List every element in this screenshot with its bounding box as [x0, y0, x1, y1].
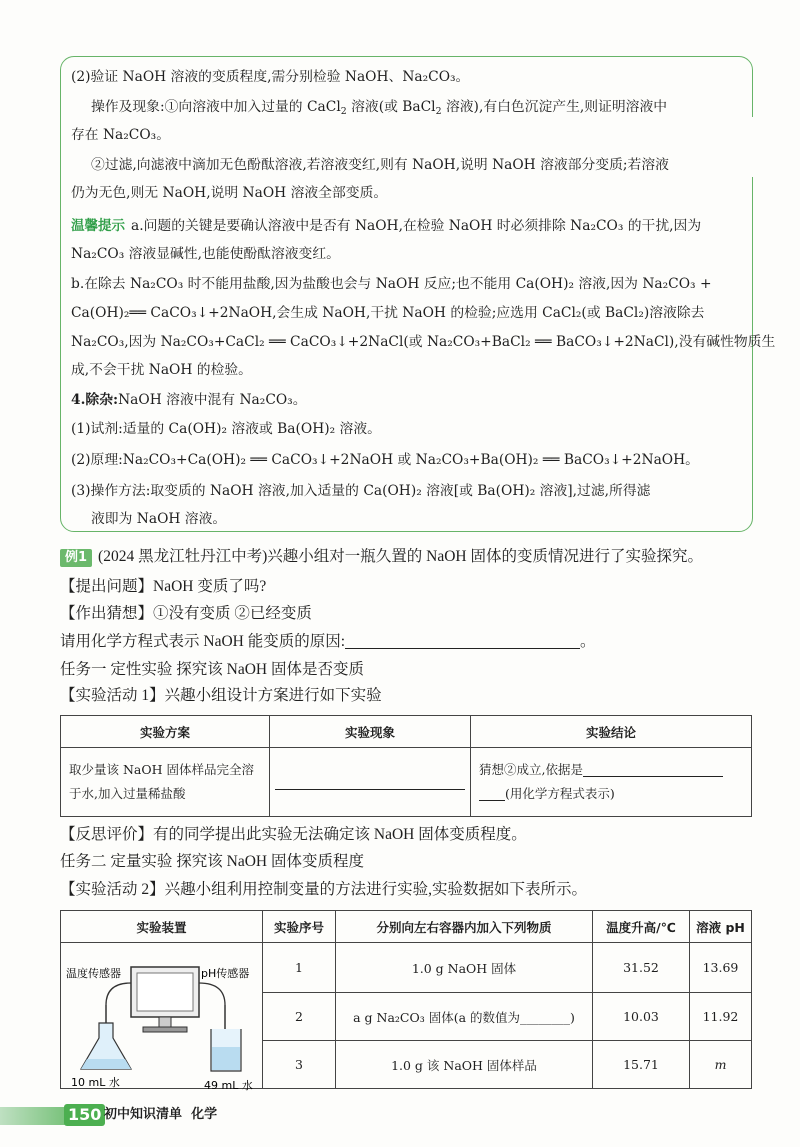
temp-sensor-label: 温度传感器 — [66, 967, 121, 980]
reflection-line: 【反思评价】有的同学提出此实验无法确定该 NaOH 固体变质程度。 — [60, 826, 527, 843]
tip-line-2: Na₂CO₃ 溶液显碱性,也能使酚酞溶液变红。 — [71, 246, 340, 262]
basis-blank[interactable] — [583, 776, 723, 777]
section-4-principle: (2)原理:Na₂CO₃+Ca(OH)₂ ══ CaCO₃↓+2NaOH 或 Na₂CO₃+Ba(OH)₂ ══ BaCO₃↓+2NaOH。 — [71, 452, 699, 468]
row1-no: 1 — [263, 943, 336, 993]
apparatus-cell — [61, 943, 263, 1089]
hypothesis-line: 【作出猜想】①没有变质 ②已经变质 — [60, 605, 312, 622]
apparatus-diagram — [61, 943, 262, 1091]
row1-ph: 13.69 — [690, 943, 752, 993]
flask-water — [81, 1059, 131, 1069]
question-line: 【提出问题】NaOH 变质了吗? — [60, 578, 267, 595]
section-4-method-2: 液即为 NaOH 溶液。 — [91, 511, 227, 527]
basis-blank-cont[interactable] — [479, 800, 505, 801]
table1-header-scheme: 实验方案 — [61, 716, 270, 748]
row2-ph: 11.92 — [690, 993, 752, 1041]
monitor-base — [143, 1027, 187, 1032]
page-number: 150 — [64, 1104, 105, 1126]
page-footer — [0, 1101, 800, 1129]
table1-header-phenomenon: 实验现象 — [270, 716, 471, 748]
activity-1-title: 【实验活动 1】兴趣小组设计方案进行如下实验 — [60, 687, 382, 704]
section-4-method-1: (3)操作方法:取变质的 NaOH 溶液,加入适量的 Ca(OH)₂ 溶液[或 Ba(OH)₂ 溶液],过滤,所得滤 — [71, 483, 651, 499]
example-label: 例1 — [60, 549, 92, 567]
row3-ph: m — [690, 1041, 752, 1089]
row2-temp: 10.03 — [593, 993, 690, 1041]
monitor-screen — [137, 973, 193, 1011]
tip-line-3: b.在除去 Na₂CO₃ 时不能用盐酸,因为盐酸也会与 NaOH 反应;也不能用 Ca(OH)₂ 溶液,因为 Na₂CO₃ + — [71, 276, 712, 292]
table1-scheme-cell: 取少量该 NaOH 固体样品完全溶 于水,加入过量稀盐酸 — [61, 748, 270, 817]
section-4-reagent: (1)试剂:适量的 Ca(OH)₂ 溶液或 Ba(OH)₂ 溶液。 — [71, 421, 381, 437]
right-water-label: 49 mL 水 — [204, 1079, 253, 1091]
experiment-table-2 — [60, 910, 752, 1089]
row1-substance: 1.0 g NaOH 固体 — [336, 943, 593, 993]
equation-prompt: 请用化学方程式表示 NaOH 能变质的原因: 。 — [60, 633, 596, 650]
row1-temp: 31.52 — [593, 943, 690, 993]
filter-line-1: ②过滤,向滤液中滴加无色酚酞溶液,若溶液变红,则有 NaOH,说明 NaOH 溶液部分变质;若溶液 — [91, 157, 669, 173]
knowledge-box — [60, 56, 776, 532]
table2-header-ph: 溶液 pH — [690, 911, 752, 943]
experiment-table-1 — [60, 715, 752, 817]
section-4-heading: 4.除杂:NaOH 溶液中混有 Na₂CO₃。 — [71, 392, 307, 408]
tip-line-1: 温馨提示 a.问题的关键是要确认溶液中是否有 NaOH,在检验 NaOH 时必须排除 Na₂CO₃ 的干扰,因为 — [71, 218, 702, 234]
tip-line-4: Ca(OH)₂══ CaCO₃↓+2NaOH,会生成 NaOH,干扰 NaOH 的检验;应选用 CaCl₂(或 BaCl₂)溶液除去 — [71, 305, 705, 321]
left-water-label: 10 mL 水 — [71, 1076, 120, 1089]
tip-line-5: Na₂CO₃,因为 Na₂CO₃+CaCl₂ ══ CaCO₃↓+2NaCl(或 Na₂CO₃+BaCl₂ ══ BaCO₃↓+2NaCl),没有碱性物质生 — [71, 334, 776, 350]
table2-header-substance: 分别向左右容器内加入下列物质 — [336, 911, 593, 943]
task-2-title: 任务二 定量实验 探究该 NaOH 固体变质程度 — [60, 853, 364, 870]
tip-line-6: 成,不会干扰 NaOH 的检验。 — [71, 362, 252, 378]
box-edge-tab — [752, 117, 760, 177]
row3-no: 3 — [263, 1041, 336, 1089]
left-wire — [106, 983, 131, 1005]
phenomenon-blank[interactable] — [275, 789, 465, 790]
activity-2-title: 【实验活动 2】兴趣小组利用控制变量的方法进行实验,实验数据如下表所示。 — [60, 881, 588, 898]
row2-substance: a g Na₂CO₃ 固体(a 的数值为________) — [336, 993, 593, 1041]
row3-temp: 15.71 — [593, 1041, 690, 1089]
verify-heading: (2)验证 NaOH 溶液的变质程度,需分别检验 NaOH、Na₂CO₃。 — [71, 69, 470, 85]
table1-conclusion-cell: 猜想②成立,依据是 (用化学方程式表示) — [471, 748, 752, 817]
filter-line-2: 仍为无色,则无 NaOH,说明 NaOH 溶液全部变质。 — [71, 185, 388, 201]
example-intro: 例1 (2024 黑龙江牡丹江中考)兴趣小组对一瓶久置的 NaOH 固体的变质情况进行了实验探究。 — [60, 547, 703, 567]
operation-line-1: 操作及现象:①向溶液中加入过量的 CaCl$_2$ 溶液(或 BaCl$_2$ 溶液),有白色沉淀产生,则证明溶液中 — [91, 99, 668, 117]
row2-no: 2 — [263, 993, 336, 1041]
ph-sensor-label: pH传感器 — [201, 967, 250, 980]
table1-header-conclusion: 实验结论 — [471, 716, 752, 748]
row3-substance: 1.0 g 该 NaOH 固体样品 — [336, 1041, 593, 1089]
table2-header-apparatus: 实验装置 — [61, 911, 263, 943]
table1-phenomenon-cell — [270, 748, 471, 817]
monitor-neck — [159, 1017, 171, 1027]
book-title: 初中知识清单 化学 — [104, 1107, 218, 1122]
operation-line-2: 存在 Na₂CO₃。 — [71, 127, 171, 143]
table2-header-no: 实验序号 — [263, 911, 336, 943]
footer-band — [0, 1107, 66, 1125]
beaker-water — [212, 1047, 240, 1070]
task-1-title: 任务一 定性实验 探究该 NaOH 固体是否变质 — [60, 661, 364, 678]
tip-label: 温馨提示 — [71, 218, 125, 234]
table2-header-temp: 温度升高/℃ — [593, 911, 690, 943]
answer-blank[interactable] — [345, 648, 580, 649]
right-wire — [199, 983, 225, 1005]
